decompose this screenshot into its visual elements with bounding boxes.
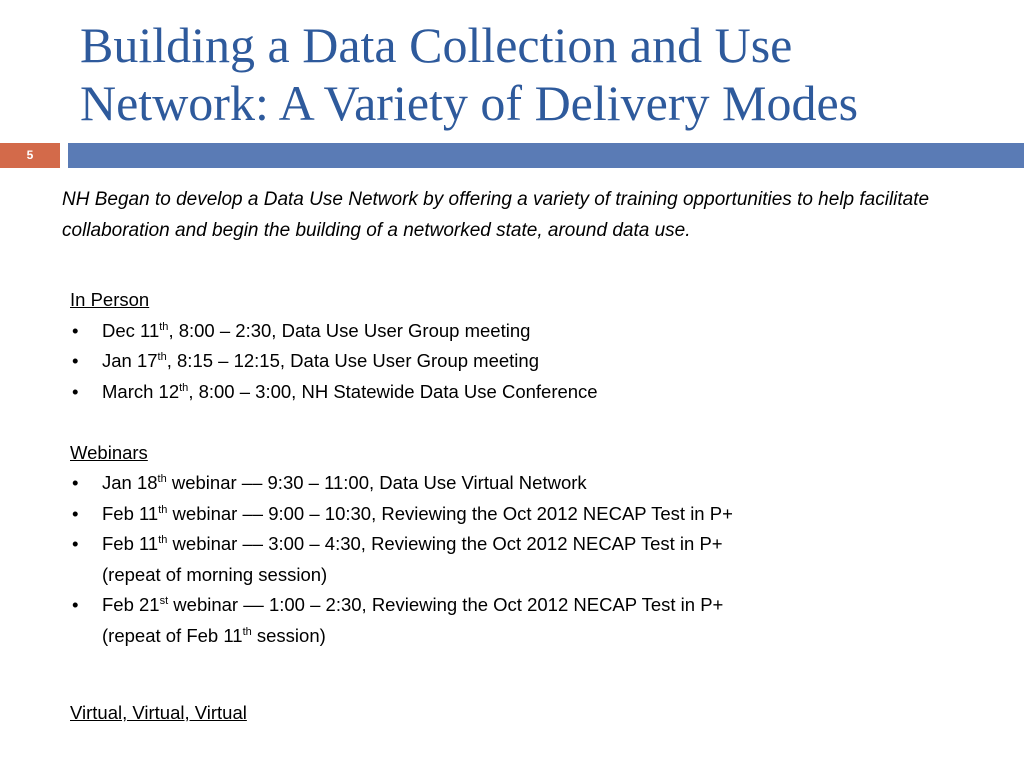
- in-person-list: [70, 316, 970, 408]
- list-item: • Dec 11th, 8:00 – 2:30, Data Use User Group meeting: [70, 316, 970, 347]
- spacer: [70, 407, 970, 438]
- list-item: • Feb 11th webinar –– 9:00 – 10:30, Reviewing the Oct 2012 NECAP Test in P+: [70, 499, 970, 530]
- webinars-heading: Webinars: [70, 441, 148, 463]
- slide-number: 5: [0, 143, 60, 168]
- intro-paragraph: NH Began to develop a Data Use Network by offering a variety of training opportunities to help facilitate collaboration and begin the building of a networked state, around data use.: [62, 189, 930, 241]
- list-item: • Jan 18th webinar –– 9:30 – 11:00, Data Use Virtual Network: [70, 468, 970, 499]
- list-item: • March 12th, 8:00 – 3:00, NH Statewide Data Use Conference: [70, 377, 970, 408]
- slide-title-line-1: Building a Data Collection and Use: [80, 17, 793, 73]
- slide-content: [70, 285, 970, 729]
- list-item: • Jan 17th, 8:15 – 12:15, Data Use User Group meeting: [70, 346, 970, 377]
- spacer: [70, 651, 970, 698]
- list-item: • Feb 11th webinar –– 3:00 – 4:30, Reviewing the Oct 2012 NECAP Test in P+ (repeat of morning session): [70, 529, 970, 590]
- closing-heading: Virtual, Virtual, Virtual: [70, 702, 247, 723]
- title-divider-bar: [68, 143, 1024, 168]
- in-person-heading: In Person: [70, 289, 150, 310]
- slide-title: [80, 16, 1010, 132]
- list-item: • Feb 21st webinar –– 1:00 – 2:30, Reviewing the Oct 2012 NECAP Test in P+ (repeat of Feb 11th session): [70, 590, 970, 651]
- slide-title-line-2: Network: A Variety of Delivery Modes: [80, 75, 859, 131]
- webinars-list: [70, 468, 970, 651]
